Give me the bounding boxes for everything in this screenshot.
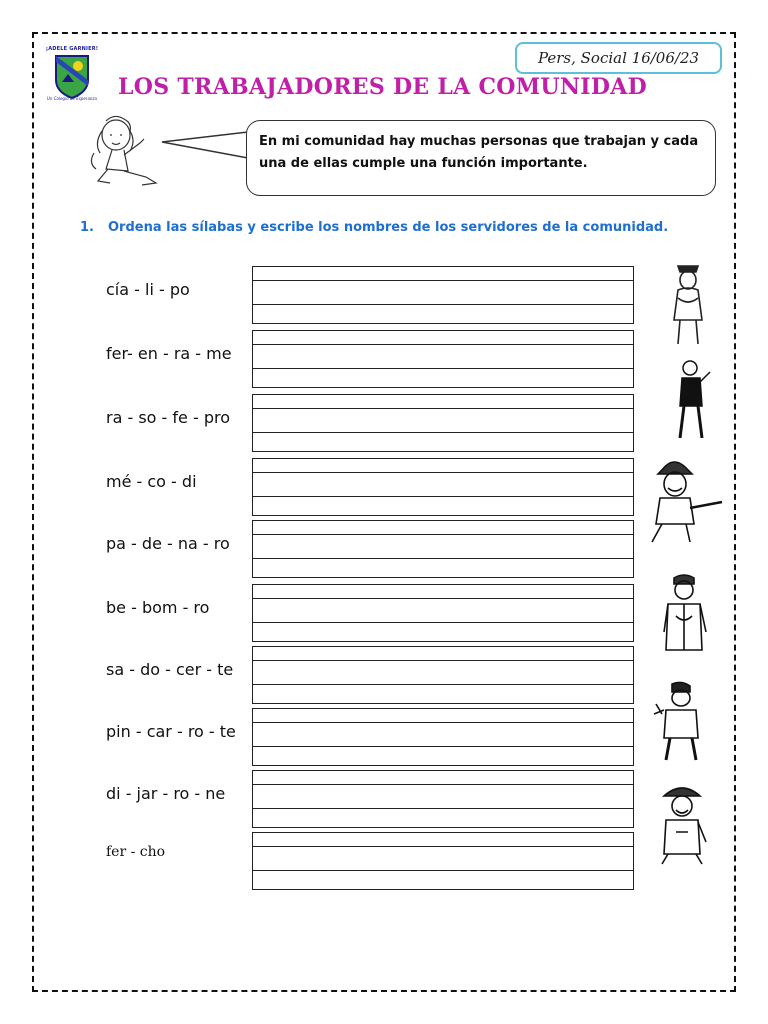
carpenter-icon bbox=[652, 680, 710, 764]
writing-lines[interactable] bbox=[252, 266, 634, 324]
gardener-icon bbox=[656, 782, 708, 866]
police-officer-icon bbox=[664, 258, 712, 348]
exercise-row bbox=[0, 832, 768, 890]
subject-date: Pers, Social 16/06/23 bbox=[537, 49, 700, 67]
syllables-text: pa - de - na - ro bbox=[106, 534, 230, 553]
speech-bubble-tail bbox=[160, 128, 252, 168]
school-motto: Un Colegio de Esperanza bbox=[47, 96, 97, 101]
exercise-row bbox=[0, 584, 768, 642]
school-crest-icon bbox=[44, 52, 100, 100]
instruction-number: 1. bbox=[80, 220, 94, 235]
syllables-text: sa - do - cer - te bbox=[106, 660, 234, 679]
instruction bbox=[80, 220, 668, 235]
syllables-text: mé - co - di bbox=[106, 472, 197, 491]
syllables-text: fer - cho bbox=[106, 844, 166, 860]
doctor-icon bbox=[660, 572, 710, 656]
writing-lines[interactable] bbox=[252, 770, 634, 828]
speech-bubble-text: En mi comunidad hay muchas personas que trabajan y cada una de ellas cumple una función importante. bbox=[259, 134, 699, 171]
speech-bubble bbox=[246, 120, 716, 196]
writing-lines[interactable] bbox=[252, 394, 634, 452]
syllables-text: pin - car - ro - te bbox=[106, 722, 236, 741]
writing-lines[interactable] bbox=[252, 520, 634, 578]
nurse-icon bbox=[670, 358, 714, 442]
instruction-text: Ordena las sílabas y escribe los nombres de los servidores de la comunidad. bbox=[108, 220, 669, 235]
subject-date-box bbox=[515, 42, 722, 74]
exercise-row bbox=[0, 770, 768, 828]
writing-lines[interactable] bbox=[252, 646, 634, 704]
writing-lines[interactable] bbox=[252, 330, 634, 388]
firefighter-icon bbox=[644, 452, 724, 548]
school-logo bbox=[44, 46, 100, 106]
syllables-text: di - jar - ro - ne bbox=[106, 784, 226, 803]
syllables-text: fer- en - ra - me bbox=[106, 344, 232, 363]
writing-lines[interactable] bbox=[252, 708, 634, 766]
writing-lines[interactable] bbox=[252, 832, 634, 890]
writing-lines[interactable] bbox=[252, 584, 634, 642]
exercise-row bbox=[0, 330, 768, 388]
exercise-row bbox=[0, 266, 768, 324]
exercise-row bbox=[0, 394, 768, 452]
school-name: ¡ADELE GARNIER! bbox=[45, 46, 99, 52]
syllables-text: be - bom - ro bbox=[106, 598, 210, 617]
syllables-text: cía - li - po bbox=[106, 280, 190, 299]
syllables-text: ra - so - fe - pro bbox=[106, 408, 230, 427]
page-title: LOS TRABAJADORES DE LA COMUNIDAD bbox=[118, 74, 648, 100]
writing-lines[interactable] bbox=[252, 458, 634, 516]
